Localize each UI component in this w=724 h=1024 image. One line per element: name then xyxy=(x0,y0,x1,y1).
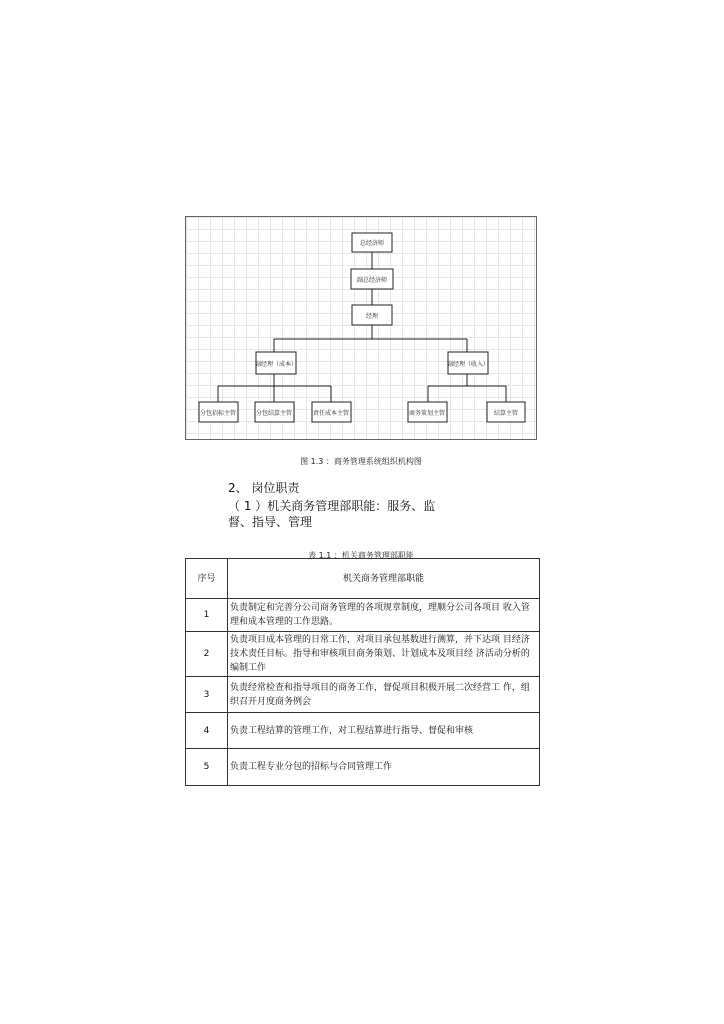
row-duty: 负责项目成本管理的日常工作，对项目承包基数进行测算，并下达项 目经济技术责任目标。指导和审核项目商务策划、计划成本及项目经 济活动分析的编制工作 xyxy=(228,632,540,677)
org-node-label: 商务策划主管 xyxy=(408,410,446,417)
org-node-label: 责任成本主管 xyxy=(312,410,350,417)
table-row xyxy=(186,677,540,713)
org-node-label: 结算主管 xyxy=(493,410,519,417)
table-row xyxy=(186,599,540,632)
duties-table xyxy=(185,558,540,786)
row-index: 2 xyxy=(186,632,228,677)
header-duty: 机关商务管理部职能 xyxy=(228,559,540,599)
table-row xyxy=(186,713,540,749)
table-caption: 表 1.1 ：机关商务管理部职能 xyxy=(308,551,414,560)
org-node-n10 xyxy=(487,402,525,422)
org-node-n1 xyxy=(352,233,392,252)
table-row xyxy=(186,749,540,786)
org-node-n4 xyxy=(255,352,297,374)
org-node-label: 副经理（成本） xyxy=(254,361,298,368)
row-index: 3 xyxy=(186,677,228,713)
org-node-label: 总经济师 xyxy=(359,240,385,247)
header-index: 序号 xyxy=(186,559,228,599)
org-chart xyxy=(185,216,537,440)
org-chart-svg xyxy=(186,217,538,441)
org-node-label: 经理 xyxy=(365,313,379,320)
org-node-label: 副经理（收入） xyxy=(446,361,490,368)
org-node-label: 分包结算主管 xyxy=(255,410,293,417)
org-node-label: 副总经济师 xyxy=(356,277,388,284)
table-header-row xyxy=(186,559,540,599)
org-node-n6 xyxy=(199,402,238,422)
row-duty: 负责工程结算的管理工作，对工程结算进行指导、督促和审核 xyxy=(228,713,540,749)
org-node-label: 分包招标主管 xyxy=(199,410,237,417)
row-duty: 负责制定和完善分公司商务管理的各项规章制度，理顺分公司各项目 收入管理和成本管理的工作思路。 xyxy=(228,599,540,632)
org-node-n9 xyxy=(408,402,447,422)
row-index: 1 xyxy=(186,599,228,632)
row-index: 5 xyxy=(186,749,228,786)
org-node-n8 xyxy=(312,402,351,422)
row-duty: 负责工程专业分包的招标与合同管理工作 xyxy=(228,749,540,786)
section-heading: 2、 岗位职责 xyxy=(228,481,300,495)
row-duty: 负责经常检查和指导项目的商务工作，督促项目积极开展二次经营工 作，组织召开月度商务例会 xyxy=(228,677,540,713)
org-node-n2 xyxy=(351,269,393,289)
org-node-n7 xyxy=(255,402,294,422)
row-index: 4 xyxy=(186,713,228,749)
org-node-n3 xyxy=(352,305,392,325)
subsection-heading: （ 1 ）机关商务管理部职能：服务、监督、指导、管理 xyxy=(228,499,436,529)
figure-caption: 图 1.3 ：商务管理系统组织机构图 xyxy=(300,457,422,466)
org-node-n5 xyxy=(447,352,489,374)
table-row xyxy=(186,632,540,677)
